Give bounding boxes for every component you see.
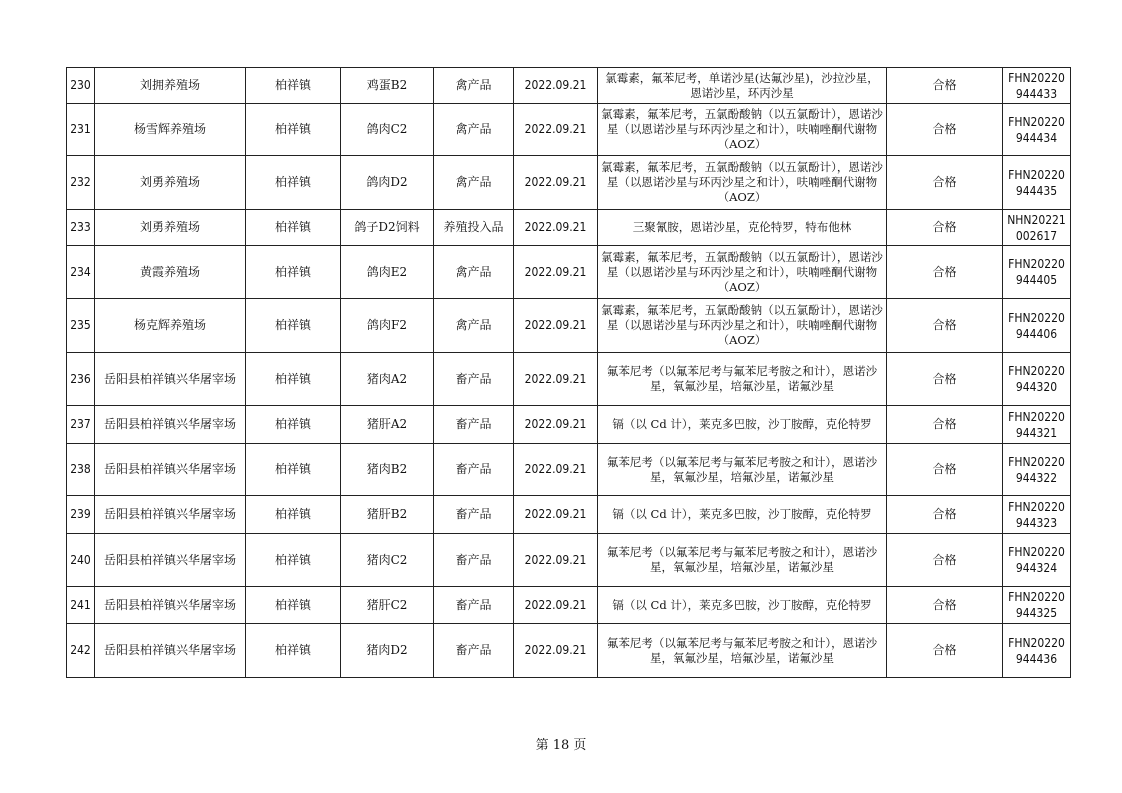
sampling-date: 2022.09.21 bbox=[514, 299, 598, 353]
table-row bbox=[67, 496, 1071, 534]
test-result: 合格 bbox=[887, 534, 1003, 587]
report-code bbox=[1003, 587, 1071, 624]
row-number: 238 bbox=[67, 444, 95, 496]
table-row bbox=[67, 68, 1071, 104]
town: 柏祥镇 bbox=[246, 406, 341, 444]
town: 柏祥镇 bbox=[246, 496, 341, 534]
product-category: 禽产品 bbox=[434, 156, 514, 210]
product-category: 畜产品 bbox=[434, 406, 514, 444]
report-code-prefix: FHN20220 bbox=[1008, 545, 1065, 559]
test-result: 合格 bbox=[887, 353, 1003, 406]
product-category: 畜产品 bbox=[434, 496, 514, 534]
row-number: 231 bbox=[67, 104, 95, 156]
town: 柏祥镇 bbox=[246, 299, 341, 353]
sample-name: 鸽肉F2 bbox=[341, 299, 434, 353]
sample-name: 猪肉B2 bbox=[341, 444, 434, 496]
test-items: 镉（以 Cd 计），莱克多巴胺，沙丁胺醇，克伦特罗 bbox=[598, 587, 887, 624]
product-category: 禽产品 bbox=[434, 104, 514, 156]
report-code-prefix: FHN20220 bbox=[1008, 310, 1065, 325]
report-code bbox=[1003, 496, 1071, 534]
report-code-suffix: 944434 bbox=[1015, 130, 1058, 145]
test-result: 合格 bbox=[887, 104, 1003, 156]
sampling-date: 2022.09.21 bbox=[514, 624, 598, 678]
row-number: 234 bbox=[67, 246, 95, 299]
report-code-suffix: 944435 bbox=[1015, 183, 1058, 198]
report-code bbox=[1003, 444, 1071, 496]
product-category: 禽产品 bbox=[434, 299, 514, 353]
test-items: 氯霉素，氟苯尼考，五氯酚酸钠（以五氯酚计），恩诺沙星（以恩诺沙星与环丙沙星之和计），呋喃唑酮代谢物（AOZ） bbox=[598, 299, 887, 353]
test-items: 三聚氰胺，恩诺沙星，克伦特罗，特布他林 bbox=[598, 210, 887, 246]
sampled-unit: 杨雪辉养殖场 bbox=[95, 104, 246, 156]
sampling-date: 2022.09.21 bbox=[514, 68, 598, 104]
sampling-date: 2022.09.21 bbox=[514, 406, 598, 444]
sample-name: 鸽子D2饲料 bbox=[341, 210, 434, 246]
report-code-suffix: 944436 bbox=[1015, 651, 1058, 666]
sample-name: 猪肝B2 bbox=[341, 496, 434, 534]
row-number: 239 bbox=[67, 496, 95, 534]
sampling-date: 2022.09.21 bbox=[514, 210, 598, 246]
sampling-date: 2022.09.21 bbox=[514, 104, 598, 156]
table-row bbox=[67, 534, 1071, 587]
test-items: 氟苯尼考（以氟苯尼考与氟苯尼考胺之和计），恩诺沙星，氧氟沙星，培氟沙星，诺氟沙星 bbox=[598, 444, 887, 496]
test-items: 镉（以 Cd 计），莱克多巴胺，沙丁胺醇，克伦特罗 bbox=[598, 406, 887, 444]
test-result: 合格 bbox=[887, 210, 1003, 246]
sampled-unit: 黄霞养殖场 bbox=[95, 246, 246, 299]
report-code-prefix: FHN20220 bbox=[1008, 114, 1065, 129]
report-code-prefix: NHN20221 bbox=[1007, 212, 1066, 227]
report-code bbox=[1003, 299, 1071, 353]
test-items: 氯霉素，氟苯尼考，五氯酚酸钠（以五氯酚计），恩诺沙星（以恩诺沙星与环丙沙星之和计），呋喃唑酮代谢物（AOZ） bbox=[598, 156, 887, 210]
town: 柏祥镇 bbox=[246, 624, 341, 678]
sampled-unit: 杨克辉养殖场 bbox=[95, 299, 246, 353]
product-category: 畜产品 bbox=[434, 624, 514, 678]
town: 柏祥镇 bbox=[246, 210, 341, 246]
report-code bbox=[1003, 210, 1071, 246]
sampling-date: 2022.09.21 bbox=[514, 246, 598, 299]
sample-name: 猪肝A2 bbox=[341, 406, 434, 444]
test-items: 氟苯尼考（以氟苯尼考与氟苯尼考胺之和计），恩诺沙星，氧氟沙星，培氟沙星，诺氟沙星 bbox=[598, 534, 887, 587]
page-number: 第 18 页 bbox=[535, 738, 587, 753]
town: 柏祥镇 bbox=[246, 246, 341, 299]
town: 柏祥镇 bbox=[246, 534, 341, 587]
report-code-prefix: FHN20220 bbox=[1008, 635, 1065, 650]
test-result: 合格 bbox=[887, 587, 1003, 624]
report-code bbox=[1003, 156, 1071, 210]
sample-name: 鸡蛋B2 bbox=[341, 68, 434, 104]
report-code-suffix: 944322 bbox=[1015, 470, 1058, 485]
report-code-prefix: FHN20220 bbox=[1008, 409, 1065, 424]
test-items: 氟苯尼考（以氟苯尼考与氟苯尼考胺之和计），恩诺沙星，氧氟沙星，培氟沙星，诺氟沙星 bbox=[598, 624, 887, 678]
sampling-date: 2022.09.21 bbox=[514, 587, 598, 624]
row-number: 235 bbox=[67, 299, 95, 353]
inspection-results-table bbox=[66, 67, 1071, 678]
report-code-suffix: 944406 bbox=[1015, 326, 1058, 341]
table-row bbox=[67, 353, 1071, 406]
report-code-prefix: FHN20220 bbox=[1008, 499, 1065, 514]
sampled-unit: 岳阳县柏祥镇兴华屠宰场 bbox=[95, 353, 246, 406]
sample-name: 鸽肉C2 bbox=[341, 104, 434, 156]
sample-name: 鸽肉D2 bbox=[341, 156, 434, 210]
sample-name: 猪肉D2 bbox=[341, 624, 434, 678]
table-row bbox=[67, 624, 1071, 678]
report-code-prefix: FHN20220 bbox=[1008, 590, 1065, 604]
report-code-suffix: 944324 bbox=[1015, 561, 1058, 575]
report-code bbox=[1003, 104, 1071, 156]
report-code bbox=[1003, 246, 1071, 299]
sampling-date: 2022.09.21 bbox=[514, 534, 598, 587]
product-category: 畜产品 bbox=[434, 353, 514, 406]
sampled-unit: 刘勇养殖场 bbox=[95, 210, 246, 246]
test-result: 合格 bbox=[887, 299, 1003, 353]
report-code bbox=[1003, 406, 1071, 444]
town: 柏祥镇 bbox=[246, 156, 341, 210]
sample-name: 鸽肉E2 bbox=[341, 246, 434, 299]
report-code-suffix: 944325 bbox=[1015, 606, 1058, 620]
sample-name: 猪肉A2 bbox=[341, 353, 434, 406]
report-code-prefix: FHN20220 bbox=[1008, 454, 1065, 469]
product-category: 畜产品 bbox=[434, 444, 514, 496]
town: 柏祥镇 bbox=[246, 444, 341, 496]
report-code-suffix: 944433 bbox=[1015, 86, 1058, 101]
row-number: 240 bbox=[67, 534, 95, 587]
town: 柏祥镇 bbox=[246, 104, 341, 156]
row-number: 233 bbox=[67, 210, 95, 246]
town: 柏祥镇 bbox=[246, 353, 341, 406]
table-row bbox=[67, 587, 1071, 624]
report-code-prefix: FHN20220 bbox=[1008, 364, 1065, 378]
report-code-suffix: 944320 bbox=[1015, 380, 1058, 394]
report-code bbox=[1003, 68, 1071, 104]
sampling-date: 2022.09.21 bbox=[514, 156, 598, 210]
test-items: 氯霉素，氟苯尼考，单诺沙星(达氟沙星)，沙拉沙星，恩诺沙星，环丙沙星 bbox=[598, 68, 887, 104]
report-code-prefix: FHN20220 bbox=[1008, 70, 1065, 85]
table-row bbox=[67, 210, 1071, 246]
report-code-suffix: 944323 bbox=[1015, 515, 1058, 530]
report-code-suffix: 002617 bbox=[1015, 228, 1058, 243]
sample-name: 猪肝C2 bbox=[341, 587, 434, 624]
product-category: 养殖投入品 bbox=[434, 210, 514, 246]
test-result: 合格 bbox=[887, 246, 1003, 299]
table-row bbox=[67, 246, 1071, 299]
row-number: 230 bbox=[67, 68, 95, 104]
sampled-unit: 岳阳县柏祥镇兴华屠宰场 bbox=[95, 534, 246, 587]
test-items: 氯霉素，氟苯尼考，五氯酚酸钠（以五氯酚计），恩诺沙星（以恩诺沙星与环丙沙星之和计），呋喃唑酮代谢物（AOZ） bbox=[598, 104, 887, 156]
test-result: 合格 bbox=[887, 406, 1003, 444]
row-number: 242 bbox=[67, 624, 95, 678]
sampling-date: 2022.09.21 bbox=[514, 444, 598, 496]
sample-name: 猪肉C2 bbox=[341, 534, 434, 587]
table-row bbox=[67, 444, 1071, 496]
test-items: 氯霉素，氟苯尼考，五氯酚酸钠（以五氯酚计），恩诺沙星（以恩诺沙星与环丙沙星之和计），呋喃唑酮代谢物（AOZ） bbox=[598, 246, 887, 299]
test-result: 合格 bbox=[887, 68, 1003, 104]
table-body bbox=[67, 68, 1071, 678]
test-items: 氟苯尼考（以氟苯尼考与氟苯尼考胺之和计），恩诺沙星，氧氟沙星，培氟沙星，诺氟沙星 bbox=[598, 353, 887, 406]
product-category: 畜产品 bbox=[434, 534, 514, 587]
sampled-unit: 岳阳县柏祥镇兴华屠宰场 bbox=[95, 624, 246, 678]
sampled-unit: 岳阳县柏祥镇兴华屠宰场 bbox=[95, 587, 246, 624]
product-category: 畜产品 bbox=[434, 587, 514, 624]
sampled-unit: 岳阳县柏祥镇兴华屠宰场 bbox=[95, 496, 246, 534]
test-result: 合格 bbox=[887, 624, 1003, 678]
test-result: 合格 bbox=[887, 444, 1003, 496]
report-code-suffix: 944321 bbox=[1015, 425, 1058, 440]
test-result: 合格 bbox=[887, 496, 1003, 534]
table-row bbox=[67, 104, 1071, 156]
table-row bbox=[67, 299, 1071, 353]
report-code bbox=[1003, 534, 1071, 587]
sampled-unit: 刘拥养殖场 bbox=[95, 68, 246, 104]
row-number: 236 bbox=[67, 353, 95, 406]
sampled-unit: 岳阳县柏祥镇兴华屠宰场 bbox=[95, 406, 246, 444]
sampling-date: 2022.09.21 bbox=[514, 353, 598, 406]
table-row bbox=[67, 156, 1071, 210]
test-result: 合格 bbox=[887, 156, 1003, 210]
town: 柏祥镇 bbox=[246, 68, 341, 104]
row-number: 232 bbox=[67, 156, 95, 210]
product-category: 禽产品 bbox=[434, 68, 514, 104]
product-category: 禽产品 bbox=[434, 246, 514, 299]
sampled-unit: 岳阳县柏祥镇兴华屠宰场 bbox=[95, 444, 246, 496]
test-items: 镉（以 Cd 计），莱克多巴胺，沙丁胺醇，克伦特罗 bbox=[598, 496, 887, 534]
row-number: 237 bbox=[67, 406, 95, 444]
report-code-prefix: FHN20220 bbox=[1008, 167, 1065, 182]
sampled-unit: 刘勇养殖场 bbox=[95, 156, 246, 210]
report-code bbox=[1003, 624, 1071, 678]
row-number: 241 bbox=[67, 587, 95, 624]
town: 柏祥镇 bbox=[246, 587, 341, 624]
report-code-suffix: 944405 bbox=[1015, 273, 1058, 287]
report-code-prefix: FHN20220 bbox=[1008, 257, 1065, 271]
table-row bbox=[67, 406, 1071, 444]
report-code bbox=[1003, 353, 1071, 406]
sampling-date: 2022.09.21 bbox=[514, 496, 598, 534]
